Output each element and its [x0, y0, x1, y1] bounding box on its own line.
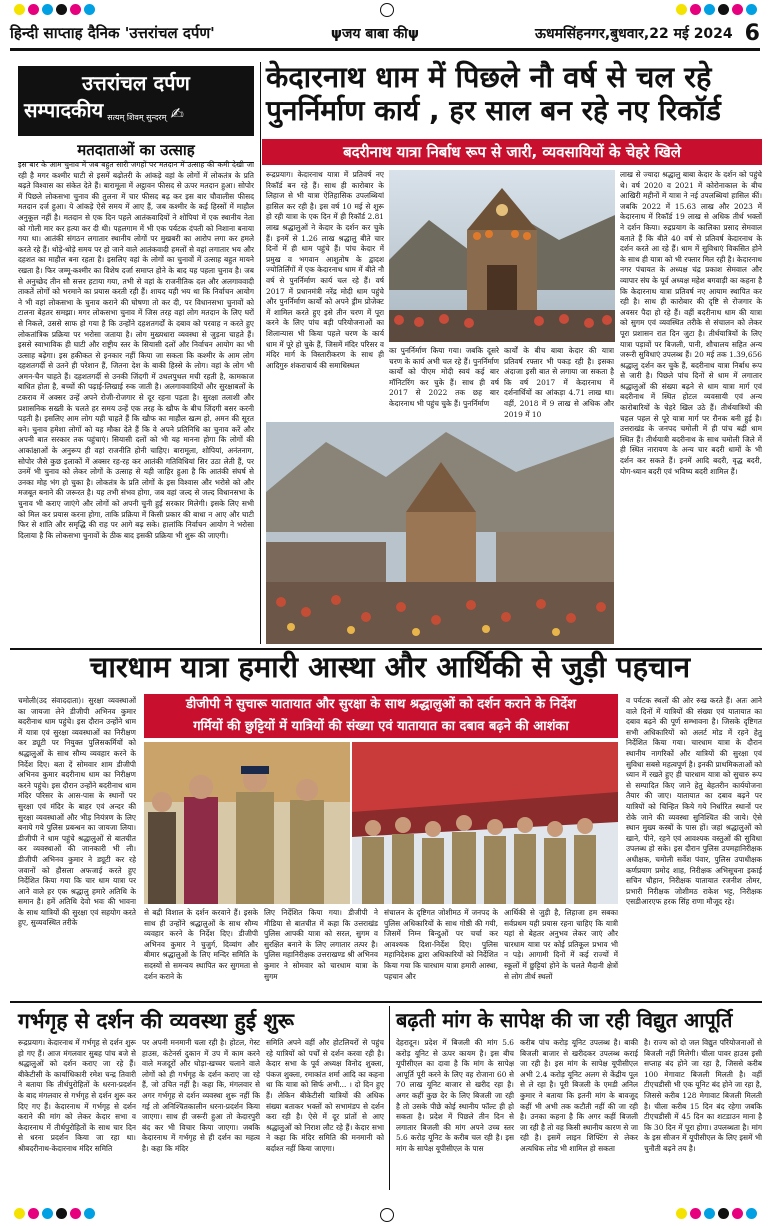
kedarnath-col1: रूद्रप्रयाग। केदारनाथ यात्रा में प्रतिवर्ष नए रिकॉर्ड बन रहे हैं। साथ ही कारोबार के लिहाज से भी यात्रा ऐतिहासिक उपलब्धियां हासिल कर रही है। इस वर्ष 10 मई से शुरू हो रही यात्रा के एक दिन में ही रिकॉर्ड 2.81 लाख श्रद्धालुओं ने केदार के दर्शन कर चुके हैं। इनमें से 1.26 लाख श्रद्धालु बीते चार दिनों में ही धाम पहुंचे हैं। पांच केदार में प्रमुख व भगवान आशुतोष के द्वादश ज्योतिर्लिंगों में एक केदारनाथ धाम में बीते नौ वर्ष से पुनर्निर्माण कार्य चल रहे हैं। वर्ष 2017 में प्रधानमंत्री नरेंद्र मोदी धाम पहुंचे और पुनर्निर्माण कार्यों को अपने ड्रीम प्रोजेक्ट में शामिल करते हुए इसे तीन चरण में पूरा करने के लिए पांच बड़ी परियोजनाओं का शिलान्यास भी किया पहले चरण के कार्य धाम में पूरे हो चुके हैं, जिसमें मंदिर परिसर व मंदिर मार्ग के विस्तारीकरण के साथ ही आदिगुरु शंकराचार्य की समाधिस्थल — [266, 170, 384, 370]
bijli-col2: करीब पांच करोड़ यूनिट उपलब्ध है। बाकी बिजली बाजार से खरीदकर उपलब्ध कराई जा रही है। इस मांग के सापेक्ष यूपीसीएल अभी 2.4 करोड़ यूनिट अलग से केंद्रीय पूल से ले रहा है। पूरी बिजली के एमडी अनिल कुमार ने बताया कि इतनी मांग के बावजूद कहीं भी अभी तक कटौती नहीं की जा रही है। उनका कहना है कि अगर कहीं बिजली जा रही है तो वह किसी स्थानीय कारण से जा रही है। इसमें लाइन शिफ्टिंग से लेकर अत्यधिक लोड भी शामिल हो सकता — [520, 1038, 638, 1153]
column-rule-2 — [389, 1006, 390, 1190]
trishul-icon: ψ — [330, 25, 342, 42]
kedarnath-col2: का पुनर्निर्माण किया गया। जबकि दूसरे चरण के कार्य अभी चल रहे हैं। पुनर्निर्माण कार्यों को पीएम मोदी स्वयं कई बार मॉनिटरिंग कर चुके हैं। साथ ही वर्ष 2017 से 2022 तक छह बार केदारनाथ भी पहुंच चुके हैं। पुनर्निर्माण — [389, 346, 499, 408]
dgp-strip-line2: गर्मियों की छुट्टियों में यात्रियों की संख्या एवं यातायात का दबाव बढ़ने की आशंका — [193, 719, 569, 734]
kedarnath-temple-photo — [389, 170, 615, 342]
registration-dots-bottom-left — [14, 1208, 95, 1219]
crowd-photo-illustration — [266, 422, 614, 644]
editorial-body: इस बार के आम चुनाव में जब बहुत सारी जगहों पर मतदान में उत्साह की कमी देखी जा रही है मगर कश्मीर घाटी से इसमें बढ़ोतरी के आंकड़े वहां के लोगों में लोकतंत्र के प्रति बढ़ते विश्वास का संकेत देते हैं। बारामूला में अट्ठावन फीसद से ऊपर मतदान हुआ। सोपोर में पिछले लोकसभा चुनाव की तुलना में चार फीसद बढ़ कर इस बार चौवालीस फीसद मतदान दर्ज हुआ। ये आंकड़े ऐसे समय में आए हैं, जब कश्मीर के कई हिस्सों में माहौल अनुकूल नहीं है। मतदान से एक दिन पहले आतंकवादियों ने शोपियां में एक स्थानीय नेता को गोली मार कर हत्या कर दी थी। पहलगाम में भी एक पर्यटक दंपती को निशाना बनाया गया था। आतंकी संगठन लगातार स्थानीय लोगों पर मुखबरी का आरोप लगा कर हमले करते रहे हैं। थोड़े-थोड़े समय पर हो जाने वाले आतंकवादी हमलों से वहां लगातार भय और दहशत का माहौल बना रहता है। इसलिए वहां के लोगों का चुनावों में उत्साह बहुत मायने रखता है। फिर जम्मू-कश्मीर का विशेष दर्जा समाप्त होने के बाद यह पहला चुनाव है। जब से अनुच्छेद तीन सौ सत्तर हटाया गया, तभी से वहां के राजनीतिक दल और अलगाववादी ताकतें लोगों को भरमाने का प्रयास करती रही हैं। शायद यही भय था कि निर्वाचन आयोग ने भी वहां लोकसभा के चुनाव कराने की घोषणा तो कर दी, पर विधानसभा चुनावों को टालना बेहतर समझा। मगर लोकसभा चुनाव में जिस तरह वहां लोग मतदान के लिए घरों से निकले, उससे साफ हो गया है कि उन्होंने दहशतगर्दों के दबाव को परवाह न करते हुए लोकतांत्रिक प्रक्रिया पर भरोसा जताया है। लोग मुख्यधारा व्यवस्था से जुड़ना चाहते हैं। इससे स्वाभाविक ही घाटी और राष्ट्रीय स्तर के सियासी दलों और निर्वाचन आयोग का भी उत्साह बढ़ेगा। इस हकीकत से इनकार नहीं किया जा सकता कि कश्मीर के आम लोग दहशतगर्दी से उतने ही परेशान हैं, जितना देश के बाकी हिस्से के लोग। वहां के लोग भी अमन-चैन चाहते हैं। दहशतगर्दी से उनकी जिंदगी में उथलपुथल मची रहती है, कामकाज बाधित होता है, बच्चों की पढ़ाई-लिखाई रुक जाती है। अलगाववादियों और सुरक्षाबलों के टकराव में अक्सर उन्हें अपने रोजी-रोजगार से दूर रहना पड़ता है। सुरक्षा तलाशी और प्रशासनिक सख्ती के चलते हर समय उन्हें एक तरह के खौफ के बीच जिंदगी बसर करनी पड़ती है। इसलिए आम लोग यही चाहते हैं कि खौफ का माहौल खत्म हो, अमन की सूरत बने। चुनाव हमेशा लोगों को यह मौका देते हैं कि वे अपने प्रतिनिधि का चुनाव करें और अपनी बात सरकार तक पहुंचाएं। सियासी दलों को भी यह मानना होगा कि लोगों की आकांक्षाओं के अनुरूप ही वहां राजनीति होनी चाहिए। बारामूला, शोपियां, अनंतनाग, सोपोर जैसे कुछ इलाकों में अक्सर रह-रह कर आतंकी गतिविधियां सिर उठा लेती हैं, पर उनमें भी चुनाव को लेकर लोगों के उत्साह से यही जाहिर हुआ है कि आतंकी संघर्ष से उनका मोह भंग हो चुका है। लोकतंत्र के प्रति लोगों के इस विश्वास और भरोसे को और मजबूत बनाने की जरूरत है। यह तभी संभव होगा, जब वहां जल्द से जल्द विधानसभा के चुनाव भी कराए जाएंगे और लोगों को अपनी चुनी हुई सरकार मिलेगी। इसके लिए सभी को मिल कर प्रयास करना होगा, ताकि प्रक्रिया में किसी प्रकार की बाधा न आए और घाटी फिर से शांति और समृद्धि की राह पर आगे बढ़ सके। हालांकि निर्वाचन आयोग ने भरोसा दिलाया है कि लोकसभा चुनावों के ठीक बाद इसकी प्रक्रिया भी शुरू की जाएगी। — [18, 160, 254, 540]
bijli-col3: है। राज्य को दो जल विद्युत परियोजनाओं से बिजली नहीं मिलेगी। चीला पावर हाउस इसी सप्ताह बंद होने जा रहा है, जिससे करीब 100 मेगावाट बिजली मिलती है। वहीं टीएचडीसी भी एक यूनिट बंद होने जा रहा है, जिससे करीब 128 मेगावाट बिजली मिलती है। चीला करीब 15 दिन बंद रहेगा जबकि टीएचडीसी में 45 दिन का शटडाउन माना है कि 30 दिन में पूरा होगा। उपलब्धता है। मांग के इस सीजन में यूपीसीएल के लिए इसमें भी चुनौती बढ़ने तय है। — [644, 1038, 762, 1153]
editorial-header — [18, 66, 254, 136]
chardham-photo-col4: आर्थिकी से जुड़ी है, लिहाजा हम सबका सर्वप्रथम यही प्रयास रहना चाहिए कि यात्री यहां से बेहतर अनुभव लेकर जाएं और चारधाम यात्रा पर कोई प्रतिकूल प्रभाव भी न पड़े। आगामी दिनों में कई राज्यों में स्कूलों में छुट्टियां होने के चलते मैदानी क्षेत्रों से लोग तीर्थ स्थलों — [504, 908, 618, 981]
garbhgrih-headline: गर्भगृह से दर्शन की व्यवस्था हुई शुरू — [18, 1009, 294, 1033]
chardham-photo-col3: संचालन के दृष्टिगत जोशीमठ में जनपद के पुलिस अधिकारियों के साथ गोष्ठी की गयी, जिसमें निम्न बिन्दुओं पर चर्चा कर आवश्यक दिशा-निर्देश दिए। पुलिस महानिदेशक द्वारा अधिकारियों को निर्देशित किया गया कि चारधाम यात्रा हमारी आस्था, पहचान और — [384, 908, 498, 981]
dgp-photo-illustration — [144, 742, 350, 904]
bijli-headline: बढ़ती मांग के सापेक्ष की जा रही विद्युत आपूर्ति — [396, 1008, 733, 1032]
registration-dots-left — [14, 4, 95, 15]
chardham-right-col: व पर्यटक स्थलों की ओर रुख करते हैं। अतः आने वाले दिनों में यात्रियों की संख्या एवं यातायात का दबाव बढ़ने की पूर्ण सम्भावना है। जिसके दृष्टिगत सभी अधिकारियों को अलर्ट मोड में रहने हेतु निर्देशित किया गया। चारधाम यात्रा के दौरान स्थानीय नागरिकों और यात्रियों की सुरक्षा एवं सुविधा सबसे महत्वपूर्ण है। इनकी प्राथमिकताओं को ध्यान में रखते हुए ही चारधाम यात्रा को सुचारु रूप से सम्पादित किए जाने हेतु बेहतरीन कार्ययोजना तैयार की जाए। यातायात का दबाव बढ़ने पर यात्रियों को चिन्हित किये गये निर्धारित स्थानों पर रोके जाने की व्यवस्था सुनिश्चित की जाये। ऐसे स्थान मुख्य कस्बों के पास हों। जहां श्रद्धालुओं को खाने, पीने, रहने एवं आवश्यक वस्तुओं की सुविधा उपलब्ध हो सके। इस दौरान पुलिस उपमहानिरीक्षक अधीक्षक, चमोली सर्वेश पंवार, पुलिस उपाधीक्षक कर्णप्रयाग प्रमोद शाह, निरीक्षक अभिसूचना इकाई सचिन चौहान, निरीक्षक यातायात रजनीश तोमर, प्रभारी निरीक्षक जोशीमठ राकेश भट्ट, निरीक्षक एसडीआरएफ हरक सिंह राणा मौजूद रहे। — [626, 696, 762, 907]
chardham-photo-col2: लिए निर्देशित किया गया। डीजीपी ने मीडिया से बातचीत में कहा कि उत्तराखंड पुलिस आपकी यात्रा को सरल, सुगम व सुरक्षित बनाने के लिए लगातार तत्पर है। पुलिस महानिरीक्षक उत्तराखण्ड श्री अभिनव कुमार ने सोमवार को चारधाम यात्रा के सुगम — [264, 908, 378, 981]
trishul-icon: ψ — [407, 25, 419, 42]
dgp-strip — [144, 694, 618, 738]
badrinath-strip: बदरीनाथ यात्रा निर्बाध रूप से जारी, व्यवसायियों के चेहरे खिले — [262, 139, 762, 165]
pen-icon: ✍ — [170, 104, 184, 123]
garbhgrih-col3: समिति अपने वहीं और होटलियरों से पहुंच रहे यात्रियों को पर्चों से दर्शन करवा रही है। केदार सभा के पूर्व अध्यक्ष विनोद शुक्ला, पंकज शुक्ला, रमाकांत शर्मा आदि का कहना था कि यात्रा को सिर्फ अभी... । दो दिन हुए हैं। लेकिन बीकेटीसी यात्रियों की अधिक संख्या बताकर भक्तों को सभामंडप से दर्शन करा रही है। ऐसे में दूर प्रांतों से आए श्रद्धालुओं को निराश लौट रहे हैं। केदार सभा ने कहा कि मंदिर समिति की मनमानी को बर्दाश्त नहीं किया जाएगा। — [266, 1038, 384, 1153]
garbhgrih-col2: पर अपनी मनमानी चला रही है। होटल, गेस्ट हाउस, कंटेनर्स दुकान में उप में काम करने वाले मजदूरों और घोड़ा-खच्चर चलाने वाले लोगों को ही गर्भगृह के दर्शन कराए जा रहे हैं, जो उचित नहीं है। कहा कि, मंगलवार से अगर गर्भगृह से दर्शन व्यवस्था शुरू नहीं कि गई तो अनिश्चितकालीन धरना-प्रदर्शन किया जाएगा। साथ ही जरूरी हुआ तो केदारपुरी बंद कर भी विचार किया जाएगा। जबकि केदारनाथ में गर्भगृह से ही दर्शन का महत्व है। कहा कि मंदिर — [142, 1038, 260, 1153]
registration-dots-bottom-right — [676, 1208, 757, 1219]
masthead — [10, 18, 760, 51]
chardham-headline: चारधाम यात्रा हमारी आस्था और आर्थिकी से जुड़ी पहचान — [89, 650, 691, 684]
police-photo-illustration — [352, 742, 618, 904]
page-number: 6 — [744, 20, 760, 46]
bijli-col1: देहरादून। प्रदेश में बिजली की मांग 5.6 करोड़ यूनिट से ऊपर कायम है। इस बीच यूपीसीएल का दावा है कि मांग के सापेक्ष आपूर्ति पूरी करने के लिए वह रोजाना 60 से 70 लाख यूनिट बाजार से खरीद रहा है। अगर कहीं कुछ देर के लिए बिजली जा रही है तो उसके पीछे कोई स्थानीय फॉल्ट ही हो सकता है। प्रदेश में पिछले तीन दिन से लगातार बिजली की मांग अपने उच्च स्तर 5.6 करोड़ यूनिट के करीब चल रही है। इस मांग के सापेक्ष यूपीसीएल के पास — [396, 1038, 514, 1153]
editorial-tagline: सत्यम् शिवम् सुन्दरम् — [107, 113, 167, 122]
place-date: ऊधमसिंहनगर,बुधवार,22 मई 2024 — [534, 25, 733, 42]
column-rule — [260, 62, 261, 644]
registration-mark-bottom-icon — [380, 1208, 394, 1222]
dgp-strip-line1: डीजीपी ने सुचारू यातायात और सुरक्षा के साथ श्रद्धालुओं को दर्शन कराने के निर्देश — [185, 697, 577, 712]
editorial-title: मतदाताओं का उत्साह — [18, 140, 254, 163]
police-team-photo — [352, 742, 618, 904]
chardham-photo-col1: से बद्री विशाल के दर्शन करवाने हैं। इसके साथ ही उन्होंने श्रद्धालुओं के साथ सौम्य व्यवहार करने के निर्देश दिए। डीजीपी अभिनव कुमार ने चुजुर्ग, दिव्यांग और बीमार श्रद्धालुओं के लिए मन्दिर समिति के सदस्यों से समन्वय स्थापित कर सुगमता से दर्शन कराने के — [144, 908, 258, 981]
kedarnath-headline-2: पुनर्निर्माण कार्य , हर साल बन रहे नए रिकॉर्ड — [266, 94, 721, 127]
chardham-left-col: चमोली(उद संवाददाता)। सुरक्षा व्यवस्थाओं का जायजा लेने डीजीपी अभिनव कुमार बदरीनाथ धाम पहुंचे। इस दौरान उन्होंने धाम में यात्रा एवं सुरक्षा व्यवस्थाओं का निरीक्षण कर ड्यूटी पर नियुक्त पुलिसकर्मियों को श्रद्धालुओं के साथ सौम्य व्यवहार करने के निर्देश दिए। बता दें सोमवार शाम डीजीपी अभिनव कुमार बदरीनाथ धाम का निरीक्षण करने पहुंचे। इस दौरान उन्होंने बदरीनाथ धाम मंदिर परिसर के आस-पास के स्थानों पर सुरक्षा एवं मंदिर के बाहर एवं अन्दर की सुरक्षा व्यवस्थाओं और भीड़ नियंत्रण के लिए बनाये गये पुलिस प्रबन्धन का जायजा लिया। डीजीपी ने धाम पहुंचे श्रद्धालुओं से बातचीत कर व्यवस्थाओं की जानकारी भी ली। डीजीपी अभिनव कुमार ने ड्यूटी कर रहे जवानों को हौसला अफजाई करते हुए निर्देशित किया गया कि चार धाम यात्रा पर आने वाले हर एक श्रद्धालु हमारे अतिथि के समान है। हमें अतिथि देवो भवः की भावना के साथ यात्रियों की सुरक्षा एवं सहयोग करते हुए, सुव्यवस्थित तरीके — [18, 696, 136, 928]
motto — [331, 24, 419, 43]
registration-dots-right — [676, 4, 757, 15]
paper-name: हिन्दी साप्ताह दैनिक 'उत्तरांचल दर्पण' — [10, 24, 215, 42]
editorial-brand: उत्तरांचल दर्पण — [82, 71, 190, 95]
section-divider-2 — [10, 1001, 762, 1003]
motto-text: जय बाबा की — [341, 25, 408, 42]
dgp-inspection-photo — [144, 742, 350, 904]
temple-photo-illustration — [389, 170, 615, 342]
garbhgrih-col1: रूद्रप्रयाग। केदारनाथ में गर्भगृह से दर्शन शुरू हो गए हैं। आज मंगलवार सुबह पांच बजे से श्रद्धालुओं को दर्शन कराए जा रहे हैं। बीकेटीसी के कार्याधिकारी रमेश चन्द्र तिवारी ने बताया कि तीर्थपुरोहितों के धरना-प्रदर्शन के बाद मंगलवार से गर्भगृह से दर्शन शुरू कर दिए गए हैं। केदारनाथ में गर्भगृह से दर्शन कराने की मांग को लेकर केदार सभा व केदारनाथ में तीर्थपुरोहितों के साथ चार दिन से धरना प्रदर्शन किया जा रहा था। श्रीबदरीनाथ-केदारनाथ मंदिर समिति — [18, 1038, 136, 1153]
kedarnath-col3: कार्यों के बीच बाबा केदार की यात्रा प्रतिवर्ष रफ्तार भी पकड़ रही है। इसका अंदाजा इसी बात से लगाया जा सकता है कि वर्ष 2017 में केदारनाथ में दर्शनार्थियों का आंकड़ा 4.71 लाख था। वहीं, 2018 में 9 लाख से अधिक और 2019 में 10 — [504, 346, 614, 418]
kedarnath-col4: लाख से ज्यादा श्रद्धालु बाबा केदार के दर्शन को पहुंचे थे। वर्ष 2020 व 2021 में कोरोनाकाल के बीच आखिरी महीनों में यात्रा ने नई उपलब्धियां हासिल कीं। जबकि 2022 में 15.63 लाख और 2023 में केदारनाथ में रिकॉर्ड 19 लाख से अधिक तीर्थ भक्तों ने दर्शन किया। रुद्रप्रयाग के कालिका प्रसाद सेमवाल बताते हैं कि बीते 40 वर्ष से प्रतिवर्ष केदारनाथ के दर्शन करते आ रहे हैं। धाम में सुविधाएं विकसित होने के साथ ही यात्रा को भी रफ्तार मिल रही है। केदारनाथ नगर पंचायत के अध्यक्ष चंद्र प्रकाश सेमवाल और व्यापार संघ के पूर्व अध्यक्ष महेश बगवाड़ी का कहना है कि केदारनाथ यात्रा प्रतिवर्ष नए आयाम स्थापित कर रही है। साथ ही कारोबार की दृष्टि से रोजगार के अवसर पैदा हो रहे हैं। वहीं बदरीनाथ धाम की यात्रा को सुगम एवं व्यवस्थित तरीके से संचालन को लेकर पूरा प्रशासन रात दिन जुटा है। तीर्थयात्रियों के लिए यात्रा पड़ावों पर बिजली, पानी, शौचालय सहित अन्य जरूरी सुविधाएं उपलब्ध हैं। 20 मई तक 1.39,656 श्रद्धालु दर्शन कर चुके हैं, बदरीनाथ यात्रा निर्बाध रूप से जारी है। पिछले पांच दिनों से धाम में लगातार श्रद्धालुओं की संख्या बढ़ने से धाम यात्रा मार्ग एवं बदरीनाथ में स्थित होटल व्यवसायी एवं अन्य कारोबारियों के चेहरे खिल उठे हैं। तीर्थयात्रियों की चहल पहल से पूरे यात्रा मार्ग पर रौनक बनी हुई है। उत्तराखंड के जनपद चमोली में ही पांच बद्री धाम स्थित हैं। तीर्थयात्री बदरीनाथ के साथ चमोली जिले में ही स्थित नारायण के अन्य चार बदरी धामों के भी दर्शन कर सकते हैं। इनमें आदि बदरी, वृद्ध बदरी, योग-ध्यान बदरी एवं भविष्य बदरी शामिल हैं। — [620, 170, 762, 476]
registration-mark-icon — [380, 3, 394, 17]
editorial-section: सम्पादकीय — [24, 98, 104, 122]
kedarnath-crowd-photo — [266, 422, 614, 644]
kedarnath-headline-1: केदारनाथ धाम में पिछले नौ वर्ष से चल रहे — [266, 60, 712, 94]
